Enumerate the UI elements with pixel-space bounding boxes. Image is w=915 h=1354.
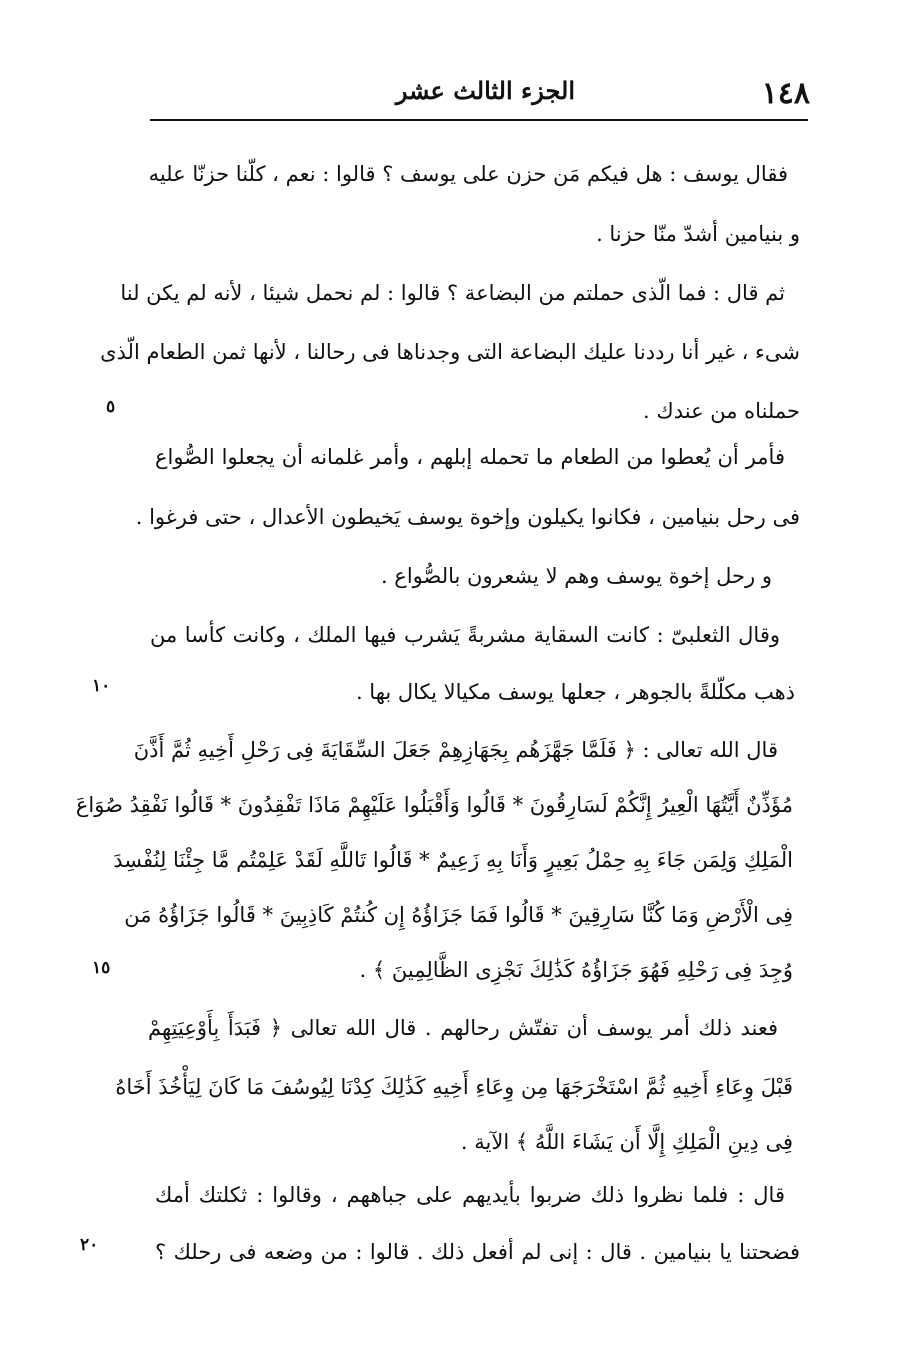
page-number: ١٤٨ (761, 76, 810, 111)
text-line: فقال يوسف : هل فيكم مَن حزن على يوسف ؟ قالوا : نعم ، كلّنا حزنّا عليه (148, 162, 788, 186)
text-line: فعند ذلك أمر يوسف أن تفتّش رحالهم . قال الله تعالى ﴿ فَبَدَأَ بِأَوْعِيَتِهِمْ (148, 1016, 778, 1040)
margin-line-number: ١٥ (92, 958, 111, 978)
text-line: فضحتنا يا بنيامين . قال : إنى لم أفعل ذلك . قالوا : من وضعه فى رحلك ؟ (155, 1240, 800, 1264)
text-line: حملناه من عندك . (643, 399, 800, 423)
margin-line-number: ٥ (106, 397, 116, 417)
margin-line-number: ١٠ (92, 676, 111, 696)
quran-line: وُجِدَ فِى رَحْلِهِ فَهُوَ جَزَاؤُهُ كَذَٰلِكَ نَجْزِى الظَّالِمِينَ ﴾ . (359, 958, 793, 982)
text-line: وقال الثعلبىّ : كانت السقاية مشربةً يَشرب فيها الملك ، وكانت كأسا من (150, 623, 780, 647)
margin-line-number: ٢٠ (80, 1235, 99, 1255)
quran-line: الْمَلِكِ وَلِمَن جَاءَ بِهِ حِمْلُ بَعِيرٍ وَأَنَا بِهِ زَعِيمٌ * قَالُوا تَاللَّهِ لَقَدْ عَلِمْتُم مَّا جِئْنَا لِنُفْسِدَ (113, 848, 793, 872)
quran-line: قال الله تعالى : ﴿ فَلَمَّا جَهَّزَهُم بِجَهَازِهِمْ جَعَلَ السِّقَايَةَ فِى رَحْلِ أَخِيهِ ثُمَّ أَذَّنَ (133, 738, 778, 762)
quran-line: فِى دِينِ الْمَلِكِ إِلَّا أَن يَشَاءَ اللَّهُ ﴾ الآية . (460, 1130, 793, 1154)
running-title: الجزء الثالث عشر (395, 76, 575, 105)
text-line: و رحل إخوة يوسف وهم لا يشعرون بالصُّواع . (380, 564, 772, 588)
text-line: ثم قال : فما الّذى حملتم من البضاعة ؟ قالوا : لم نحمل شيئا ، لأنه لم يكن لنا (120, 281, 785, 305)
quran-line: فِى الْأَرْضِ وَمَا كُنَّا سَارِقِينَ * قَالُوا فَمَا جَزَاؤُهُ إِن كُنتُمْ كَاذِبِينَ * قَالُوا جَزَاؤُهُ مَن (124, 903, 793, 927)
text-line: شىء ، غير أنا رددنا عليك البضاعة التى وجدناها فى رحالنا ، لأنها ثمن الطعام الّذى (100, 340, 800, 364)
text-line: و بنيامين أشدّ منّا حزنا . (596, 222, 800, 246)
quran-line: مُؤَذِّنٌ أَيَّتُهَا الْعِيرُ إِنَّكُمْ لَسَارِقُونَ * قَالُوا وَأَقْبَلُوا عَلَيْهِمْ مَاذَا تَفْقِدُونَ * قَالُوا نَفْقِدُ صُوَاعَ (75, 793, 793, 817)
text-line: فأمر أن يُعطوا من الطعام ما تحمله إبلهم ، وأمر غلمانه أن يجعلوا الصُّواع (155, 445, 785, 469)
text-line: ذهب مكلّلةً بالجوهر ، جعلها يوسف مكيالا يكال بها . (355, 680, 795, 704)
page-header (150, 72, 810, 120)
text-line: قال : فلما نظروا ذلك ضربوا بأيديهم على جباههم ، وقالوا : ثكلتك أمك (155, 1183, 785, 1207)
quran-line: قَبْلَ وِعَاءِ أَخِيهِ ثُمَّ اسْتَخْرَجَهَا مِن وِعَاءِ أَخِيهِ كَذَٰلِكَ كِدْنَا لِيُوسُفَ مَا كَانَ لِيَأْخُذَ أَخَاهُ (115, 1075, 793, 1099)
text-line: فى رحل بنيامين ، فكانوا يكيلون وإخوة يوسف يَخيطون الأعدال ، حتى فرغوا . (135, 505, 800, 529)
header-rule (150, 119, 808, 121)
